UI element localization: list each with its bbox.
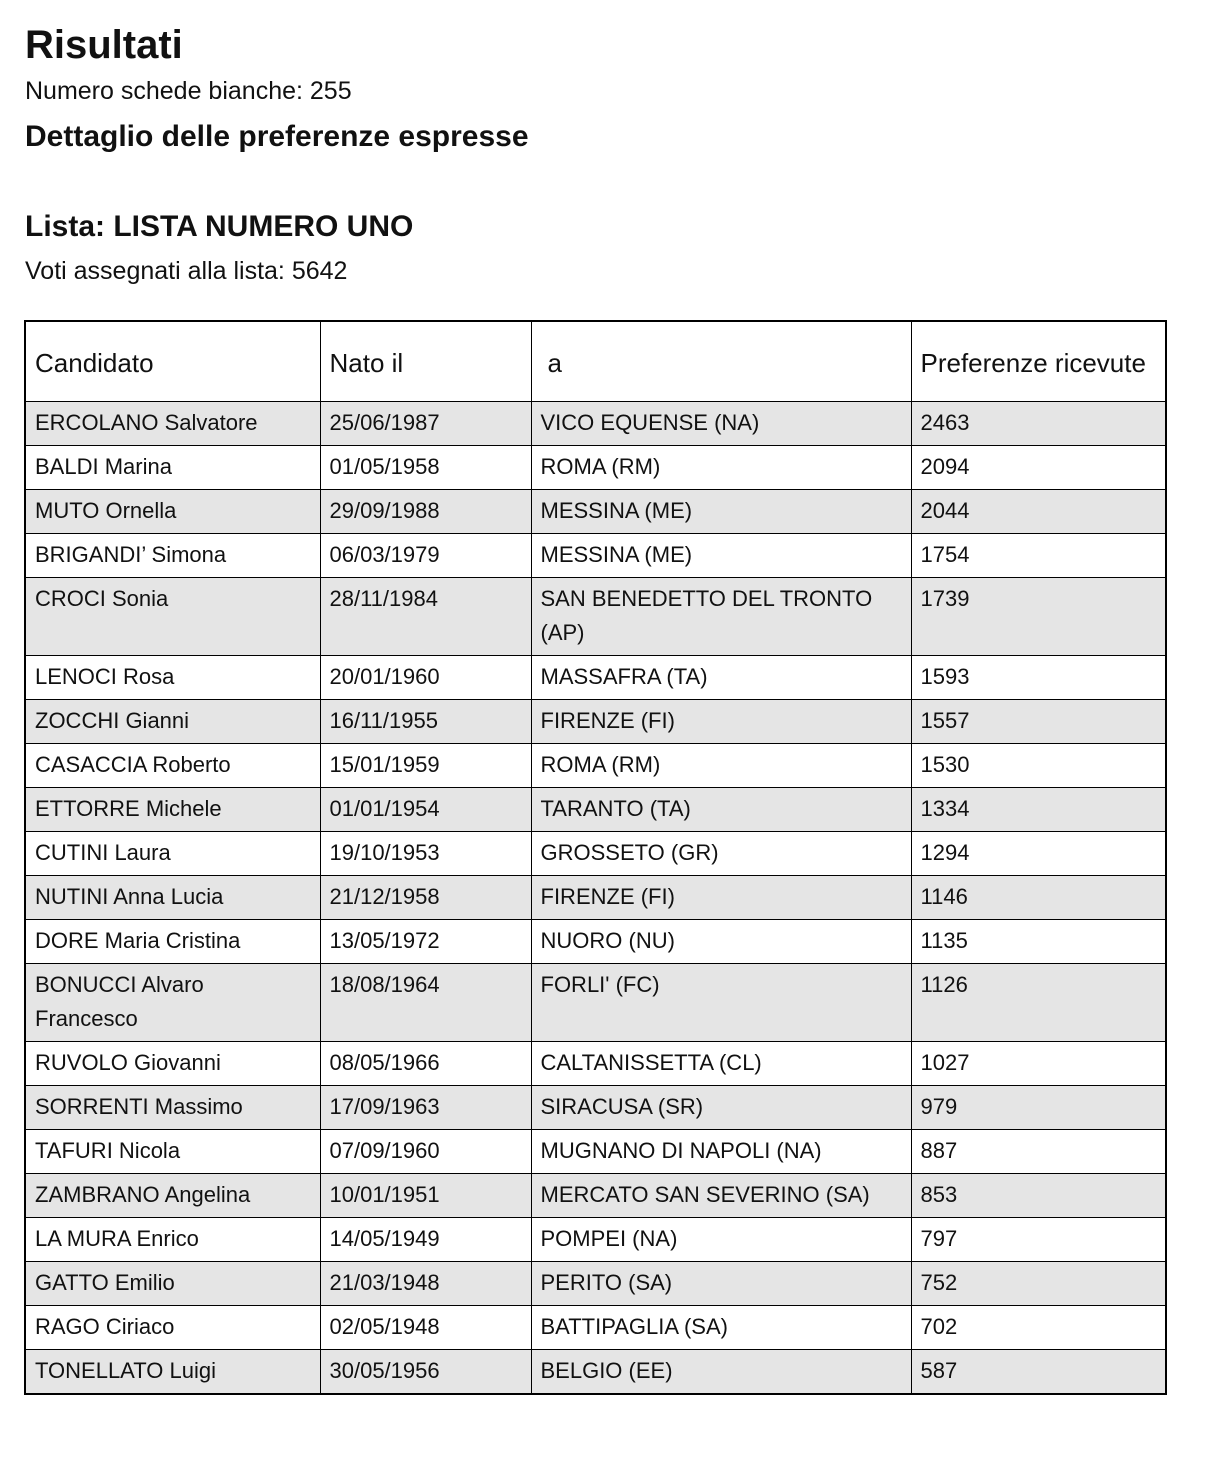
- birth-date-cell: 10/01/1951: [320, 1173, 531, 1217]
- candidate-cell: BALDI Marina: [25, 445, 320, 489]
- candidate-cell: GATTO Emilio: [25, 1261, 320, 1305]
- birth-place-cell: TARANTO (TA): [531, 787, 911, 831]
- candidate-cell: ZAMBRANO Angelina: [25, 1173, 320, 1217]
- header-birth-date: Nato il: [320, 321, 531, 401]
- birth-date-cell: 19/10/1953: [320, 831, 531, 875]
- preferences-cell: 887: [911, 1129, 1166, 1173]
- birth-date-cell: 13/05/1972: [320, 919, 531, 963]
- table-row: [25, 1217, 1166, 1261]
- preferences-cell: 1126: [911, 963, 1166, 1041]
- birth-place-cell: ROMA (RM): [531, 743, 911, 787]
- table-row: [25, 533, 1166, 577]
- header-candidate: Candidato: [25, 321, 320, 401]
- birth-date-cell: 20/01/1960: [320, 655, 531, 699]
- birth-date-cell: 28/11/1984: [320, 577, 531, 655]
- birth-place-cell: SIRACUSA (SR): [531, 1085, 911, 1129]
- preferences-cell: 1135: [911, 919, 1166, 963]
- birth-date-cell: 29/09/1988: [320, 489, 531, 533]
- preferences-cell: 1027: [911, 1041, 1166, 1085]
- birth-place-cell: PERITO (SA): [531, 1261, 911, 1305]
- table-row: [25, 831, 1166, 875]
- birth-date-cell: 25/06/1987: [320, 401, 531, 445]
- preferences-cell: 2463: [911, 401, 1166, 445]
- table-row: [25, 919, 1166, 963]
- preferences-cell: 979: [911, 1085, 1166, 1129]
- candidate-cell: SORRENTI Massimo: [25, 1085, 320, 1129]
- candidate-cell: CUTINI Laura: [25, 831, 320, 875]
- candidate-cell: TAFURI Nicola: [25, 1129, 320, 1173]
- birth-place-cell: POMPEI (NA): [531, 1217, 911, 1261]
- birth-date-cell: 07/09/1960: [320, 1129, 531, 1173]
- table-row: [25, 489, 1166, 533]
- candidate-cell: TONELLATO Luigi: [25, 1349, 320, 1394]
- candidate-cell: DORE Maria Cristina: [25, 919, 320, 963]
- table-body: [25, 401, 1166, 1394]
- preferences-cell: 1557: [911, 699, 1166, 743]
- candidate-cell: NUTINI Anna Lucia: [25, 875, 320, 919]
- birth-date-cell: 02/05/1948: [320, 1305, 531, 1349]
- table-row: [25, 1129, 1166, 1173]
- table-row: [25, 655, 1166, 699]
- preferences-cell: 2094: [911, 445, 1166, 489]
- preferences-cell: 1146: [911, 875, 1166, 919]
- table-row: [25, 1173, 1166, 1217]
- table-row: [25, 875, 1166, 919]
- birth-place-cell: BATTIPAGLIA (SA): [531, 1305, 911, 1349]
- candidate-cell: ETTORRE Michele: [25, 787, 320, 831]
- candidate-cell: BONUCCI Alvaro Francesco: [25, 963, 320, 1041]
- birth-date-cell: 16/11/1955: [320, 699, 531, 743]
- candidate-cell: ERCOLANO Salvatore: [25, 401, 320, 445]
- birth-date-cell: 01/01/1954: [320, 787, 531, 831]
- birth-place-cell: MESSINA (ME): [531, 489, 911, 533]
- table-header-row: [25, 321, 1166, 401]
- birth-place-cell: FIRENZE (FI): [531, 699, 911, 743]
- birth-place-cell: NUORO (NU): [531, 919, 911, 963]
- candidate-cell: RUVOLO Giovanni: [25, 1041, 320, 1085]
- birth-date-cell: 15/01/1959: [320, 743, 531, 787]
- table-row: [25, 1261, 1166, 1305]
- table-row: [25, 743, 1166, 787]
- birth-date-cell: 21/03/1948: [320, 1261, 531, 1305]
- candidate-cell: CROCI Sonia: [25, 577, 320, 655]
- candidate-cell: ZOCCHI Gianni: [25, 699, 320, 743]
- birth-place-cell: ROMA (RM): [531, 445, 911, 489]
- preferences-cell: 853: [911, 1173, 1166, 1217]
- preferences-cell: 1530: [911, 743, 1166, 787]
- birth-place-cell: FIRENZE (FI): [531, 875, 911, 919]
- page-title: Risultati: [25, 23, 183, 67]
- birth-date-cell: 17/09/1963: [320, 1085, 531, 1129]
- preferences-heading: Dettaglio delle preferenze espresse: [25, 120, 529, 153]
- header-birth-place: a: [531, 321, 911, 401]
- preferences-cell: 752: [911, 1261, 1166, 1305]
- blank-ballots-count: Numero schede bianche: 255: [25, 77, 352, 105]
- list-votes: Voti assegnati alla lista: 5642: [25, 257, 348, 285]
- birth-place-cell: VICO EQUENSE (NA): [531, 401, 911, 445]
- birth-place-cell: MASSAFRA (TA): [531, 655, 911, 699]
- candidate-cell: LENOCI Rosa: [25, 655, 320, 699]
- preferences-cell: 1739: [911, 577, 1166, 655]
- birth-place-cell: FORLI' (FC): [531, 963, 911, 1041]
- preferences-cell: 1593: [911, 655, 1166, 699]
- birth-date-cell: 01/05/1958: [320, 445, 531, 489]
- candidate-cell: BRIGANDI’ Simona: [25, 533, 320, 577]
- birth-place-cell: CALTANISSETTA (CL): [531, 1041, 911, 1085]
- birth-place-cell: GROSSETO (GR): [531, 831, 911, 875]
- birth-place-cell: MUGNANO DI NAPOLI (NA): [531, 1129, 911, 1173]
- table-row: [25, 1305, 1166, 1349]
- birth-date-cell: 30/05/1956: [320, 1349, 531, 1394]
- birth-place-cell: SAN BENEDETTO DEL TRONTO (AP): [531, 577, 911, 655]
- birth-place-cell: MERCATO SAN SEVERINO (SA): [531, 1173, 911, 1217]
- preferences-cell: 2044: [911, 489, 1166, 533]
- birth-date-cell: 06/03/1979: [320, 533, 531, 577]
- table-row: [25, 1085, 1166, 1129]
- birth-place-cell: MESSINA (ME): [531, 533, 911, 577]
- candidate-cell: LA MURA Enrico: [25, 1217, 320, 1261]
- candidate-cell: RAGO Ciriaco: [25, 1305, 320, 1349]
- preferences-cell: 587: [911, 1349, 1166, 1394]
- table-row: [25, 1041, 1166, 1085]
- birth-place-cell: BELGIO (EE): [531, 1349, 911, 1394]
- preferences-cell: 1334: [911, 787, 1166, 831]
- list-title: Lista: LISTA NUMERO UNO: [25, 210, 414, 243]
- candidate-cell: CASACCIA Roberto: [25, 743, 320, 787]
- birth-date-cell: 14/05/1949: [320, 1217, 531, 1261]
- preferences-cell: 1754: [911, 533, 1166, 577]
- birth-date-cell: 21/12/1958: [320, 875, 531, 919]
- birth-date-cell: 08/05/1966: [320, 1041, 531, 1085]
- table-row: [25, 401, 1166, 445]
- preferences-cell: 797: [911, 1217, 1166, 1261]
- birth-date-cell: 18/08/1964: [320, 963, 531, 1041]
- candidate-cell: MUTO Ornella: [25, 489, 320, 533]
- table-row: [25, 699, 1166, 743]
- table-row: [25, 445, 1166, 489]
- table-row: [25, 577, 1166, 655]
- preferences-table: [24, 320, 1167, 1395]
- table-row: [25, 787, 1166, 831]
- preferences-cell: 1294: [911, 831, 1166, 875]
- table-row: [25, 1349, 1166, 1394]
- header-preferences: Preferenze ricevute: [911, 321, 1166, 401]
- table-row: [25, 963, 1166, 1041]
- preferences-cell: 702: [911, 1305, 1166, 1349]
